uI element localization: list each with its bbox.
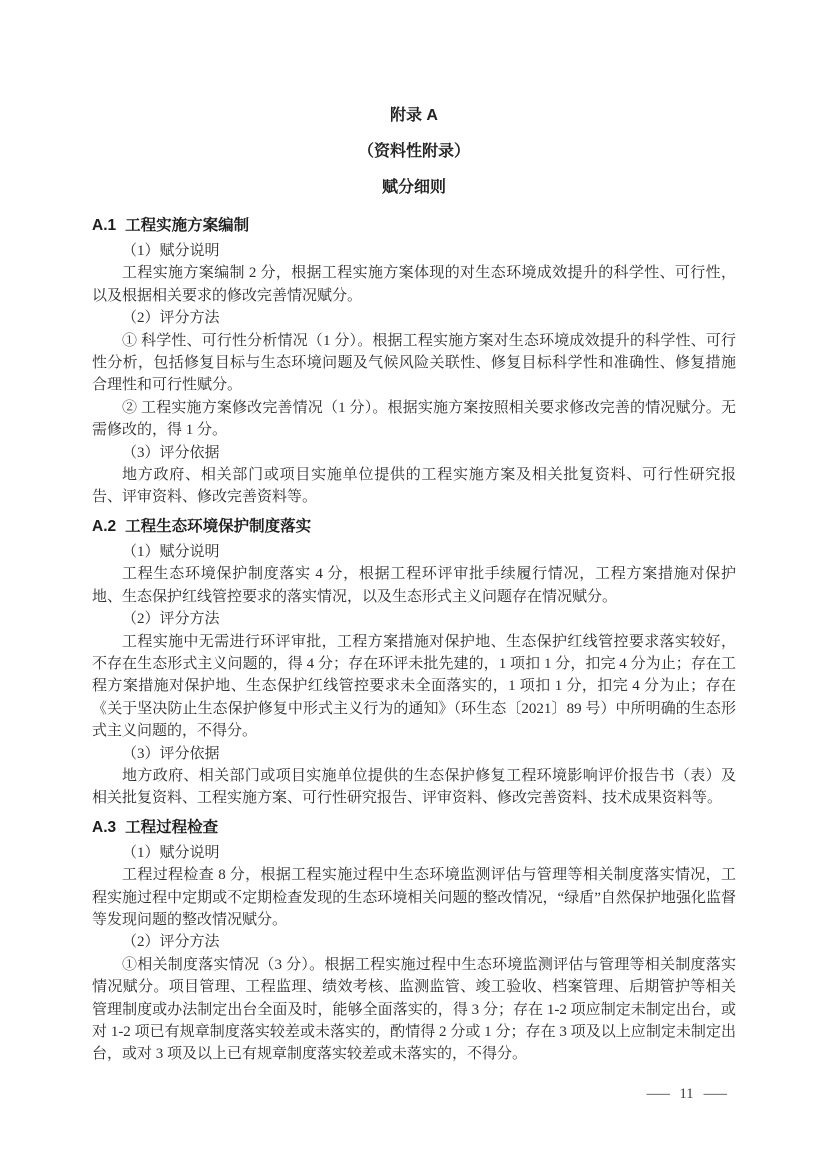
page-content bbox=[92, 106, 736, 1066]
paragraph: ①相关制度落实情况（3 分）。根据工程实施过程中生态环境监测评估与管理等相关制度落实情况赋分。项目管理、工程监理、绩效考核、监测监管、竣工验收、档案管理、后期管护等相关管理制度或办法制定出台全面及时，能够全面落实的，得 3 分；存在 1-2 项应制定未制定出台，或对 1-2 项已有规章制度落实较差或未落实的，酌情得 2 分或 1 分；存在 3 项及以上应制定未制定出台，或对 3 项及以上已有规章制度落实较差或未落实的，不得分。 bbox=[92, 956, 736, 1063]
clause-label: （2）评分方法 bbox=[122, 310, 220, 327]
section-a1 bbox=[92, 214, 736, 509]
footer-dash-right: — bbox=[703, 1086, 727, 1102]
paragraph: ② 工程实施方案修改完善情况（1 分）。根据实施方案按照相关要求修改完善的情况赋分。无需修改的，得 1 分。 bbox=[92, 399, 736, 439]
paragraph: 地方政府、相关部门或项目实施单位提供的工程实施方案及相关批复资料、可行性研究报告、评审资料、修改完善资料等。 bbox=[92, 467, 736, 506]
footer-dash-left: — bbox=[646, 1086, 670, 1102]
clause-label: （2）评分方法 bbox=[122, 611, 220, 628]
clause-label: （1）赋分说明 bbox=[122, 243, 220, 259]
paragraph: 工程实施中无需进行环评审批，工程方案措施对保护地、生态保护红线管控要求落实较好，不存在生态形式主义问题的，得 4 分；存在环评未批先建的，1 项扣 1 分，扣完 4 分为止；存在工程方案措施对保护地、生态保护红线管控要求未全面落实的，1 项扣 1 分，扣完 4 分为止；存在《关于坚决防止生态保护修复中形式主义行为的通知》（环生态〔2021〕89 号）中所明确的生态形式主义问题的，不得分。 bbox=[92, 633, 736, 740]
clause-label: （1）赋分说明 bbox=[122, 543, 220, 560]
page-number: 11 bbox=[679, 1086, 694, 1102]
clause-label: （3）评分依据 bbox=[122, 745, 220, 762]
section-a3 bbox=[92, 816, 736, 1066]
section-a1-heading bbox=[92, 214, 736, 238]
section-a2-title: 工程生态环境保护制度落实 bbox=[125, 517, 312, 535]
section-a3-number: A.3 bbox=[92, 818, 117, 836]
paragraph: 地方政府、相关部门或项目实施单位提供的生态保护修复工程环境影响评价报告书（表）及相关批复资料、工程实施方案、可行性研究报告、评审资料、修改完善资料、技术成果资料等。 bbox=[92, 767, 736, 807]
clause-label: （2）评分方法 bbox=[122, 934, 220, 951]
paragraph: 工程生态环境保护制度落实 4 分，根据工程环评审批手续履行情况，工程方案措施对保护地、生态保护红线管控要求的落实情况，以及生态形式主义问题存在情况赋分。 bbox=[92, 566, 736, 605]
clause-label: （1）赋分说明 bbox=[122, 844, 220, 861]
section-a1-title: 工程实施方案编制 bbox=[125, 217, 250, 234]
clause-label: （3）评分依据 bbox=[122, 444, 220, 461]
section-a3-heading bbox=[92, 816, 736, 840]
paragraph: ① 科学性、可行性分析情况（1 分）。根据工程实施方案对生态环境成效提升的科学性、可行性分析，包括修复目标与生态环境问题及气候风险关联性、修复目标科学性和准确性、修复措施合理性和可行性赋分。 bbox=[92, 332, 736, 394]
section-a1-number: A.1 bbox=[92, 217, 117, 234]
appendix-kind: （资料性附录） bbox=[357, 143, 470, 160]
appendix-subject: 赋分细则 bbox=[381, 179, 446, 196]
appendix-label: 附录 A bbox=[389, 107, 438, 124]
paragraph: 工程实施方案编制 2 分，根据工程实施方案体现的对生态环境成效提升的科学性、可行性，以及根据相关要求的修改完善情况赋分。 bbox=[92, 265, 736, 304]
section-a2-heading bbox=[92, 515, 736, 539]
section-a3-title: 工程过程检查 bbox=[125, 818, 219, 836]
page-footer bbox=[646, 1086, 727, 1103]
section-a2-number: A.2 bbox=[92, 517, 117, 535]
section-a2 bbox=[92, 515, 736, 810]
paragraph: 工程过程检查 8 分，根据工程实施过程中生态环境监测评估与管理等相关制度落实情况，工程实施过程中定期或不定期检查发现的生态环境相关问题的整改情况，“绿盾”自然保护地强化监督等发现问题的整改情况赋分。 bbox=[92, 867, 736, 928]
